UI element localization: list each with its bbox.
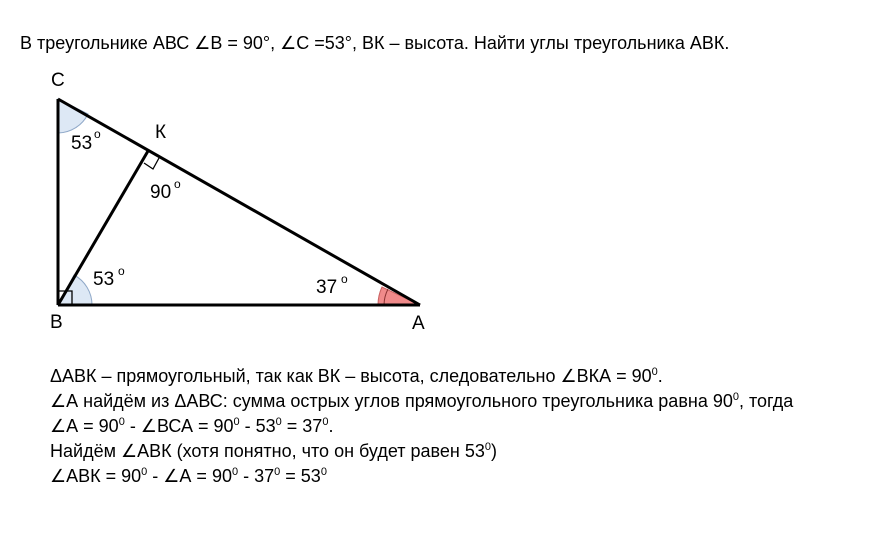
angle-degree-a: o bbox=[341, 272, 348, 286]
solution-line-2: ∠А найдём из ΔАВС: сумма острых углов прямоугольного треугольника равна $90^0$, тогда bbox=[50, 391, 794, 411]
right-angle-k-marker bbox=[144, 158, 159, 169]
angle-label-c: 53 bbox=[71, 133, 93, 154]
vertex-label-c: С bbox=[51, 70, 65, 91]
angle-label-abk: 53 bbox=[93, 269, 115, 290]
angle-abk-marker bbox=[58, 275, 92, 305]
vertex-label-a: А bbox=[412, 313, 425, 334]
problem-statement: В треугольнике АВС ∠В = 90°, ∠С =53°, ВК – высота. Найти углы треугольника АВК. bbox=[20, 33, 730, 53]
solution-line-1: ΔАВК – прямоугольный, так как ВК – высота, следовательно ∠ВКА = $90^0$. bbox=[50, 366, 663, 386]
solution-text bbox=[50, 364, 793, 489]
solution-line-3: ∠А = $90^0$ - ∠ВСА = $90^0 - 53^0 = 37^0$. bbox=[50, 416, 334, 436]
angle-degree-abk: o bbox=[118, 264, 125, 278]
angle-label-k: 90 bbox=[150, 182, 172, 203]
vertex-label-b: В bbox=[50, 312, 63, 333]
angle-c-marker bbox=[58, 99, 88, 133]
solution-line-5: ∠АВК = $90^0$ - ∠А = $90^0 - 37^0 = 53^0$ bbox=[50, 466, 327, 486]
angle-degree-k: o bbox=[174, 177, 181, 191]
angle-label-a: 37 bbox=[316, 277, 338, 298]
solution-line-4: Найдём ∠АВК (хотя понятно, что он будет равен $53^0$) bbox=[50, 441, 497, 461]
vertex-label-k: К bbox=[155, 122, 167, 143]
angle-degree-c: o bbox=[94, 127, 101, 141]
